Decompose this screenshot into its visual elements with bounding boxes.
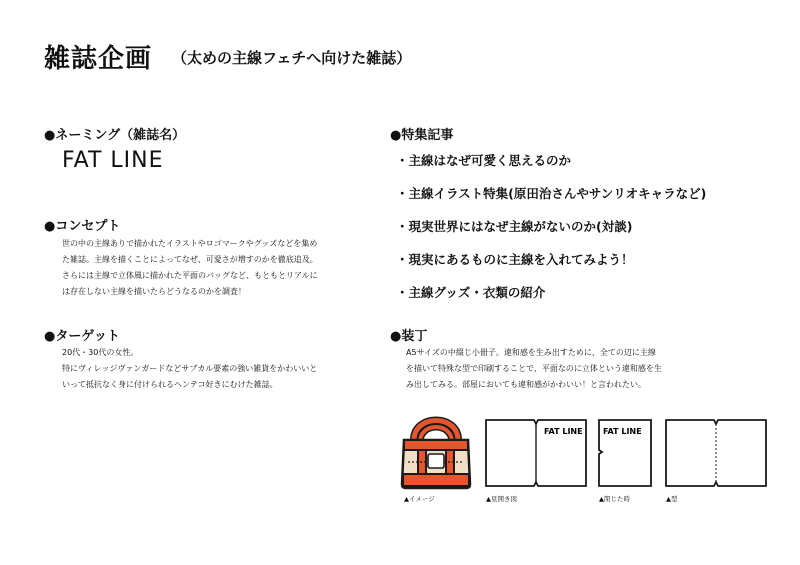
caption-image: ▲イメージ [404, 495, 435, 503]
concept-heading: ●コンセプト [44, 219, 121, 234]
closed-cover-logo: FAT LINE [603, 427, 642, 436]
feature-item: ・主線イラスト特集(原田治さんやサンリオキャラなど) [396, 186, 707, 201]
magazine-name: FAT LINE [62, 148, 164, 173]
feature-item: ・主線はなぜ可愛く思えるのか [396, 153, 572, 168]
binding-line: を描いて特殊な型で印刷することで、平面なのに立体という違和感を生 [406, 364, 662, 373]
target-heading: ●ターゲット [44, 329, 120, 344]
caption-closed: ▲閉じた時 [599, 495, 630, 503]
features-heading: ●特集記事 [390, 128, 454, 143]
target-line: 20代・30代の女性。 [62, 348, 139, 357]
spread-cover-logo: FAT LINE [544, 427, 583, 436]
die-diagram [664, 418, 768, 488]
caption-die: ▲型 [666, 495, 678, 503]
naming-heading: ●ネーミング（雑誌名） [44, 128, 186, 143]
binding-line: み出してみる。部屋においても違和感がかわいい！と言われたい。 [406, 380, 646, 389]
bag-top-band [404, 440, 468, 450]
feature-item: ・主線グッズ・衣類の紹介 [396, 285, 546, 300]
bag-bottom-band [403, 474, 469, 486]
concept-line: 世の中の主線ありで描かれたイラストやロゴマークやグッズなどを集め [62, 239, 318, 248]
target-line: 特にヴィレッジヴァンガードなどサブカル要素の強い雑貨をかわいいと [62, 364, 318, 373]
feature-item: ・現実世界にはなぜ主線がないのか(対談) [396, 219, 633, 234]
concept-body [62, 236, 382, 300]
concept-line: は存在しない主線を描いたらどうなるのかを調査！ [62, 287, 246, 296]
target-line: いって抵抗なく身に付けられるヘンテコ好きにむけた雑誌。 [62, 380, 278, 389]
caption-spread: ▲見開き図 [486, 495, 517, 503]
target-body [62, 345, 382, 393]
spread-diagram [484, 418, 588, 488]
binding-heading: ●装丁 [390, 329, 428, 344]
bag-illustration [398, 410, 474, 490]
page-title: 雑誌企画 [44, 44, 153, 74]
closed-diagram [597, 418, 653, 488]
binding-body [406, 345, 746, 393]
feature-item: ・現実にあるものに主線を入れてみよう！ [396, 252, 634, 267]
binding-line: A5サイズの中綴じ小冊子。違和感を生み出すために、全ての辺に主線 [406, 348, 656, 357]
page-subtitle: （太めの主線フェチへ向けた雑誌） [172, 49, 412, 67]
bag-pocket [428, 454, 444, 468]
concept-line: さらには主線で立体風に描かれた平面のバッグなど、もともとリアルに [62, 271, 318, 280]
concept-line: た雑誌。主線を描くことによってなぜ、可愛さが増すのかを徹底追及。 [62, 255, 318, 264]
